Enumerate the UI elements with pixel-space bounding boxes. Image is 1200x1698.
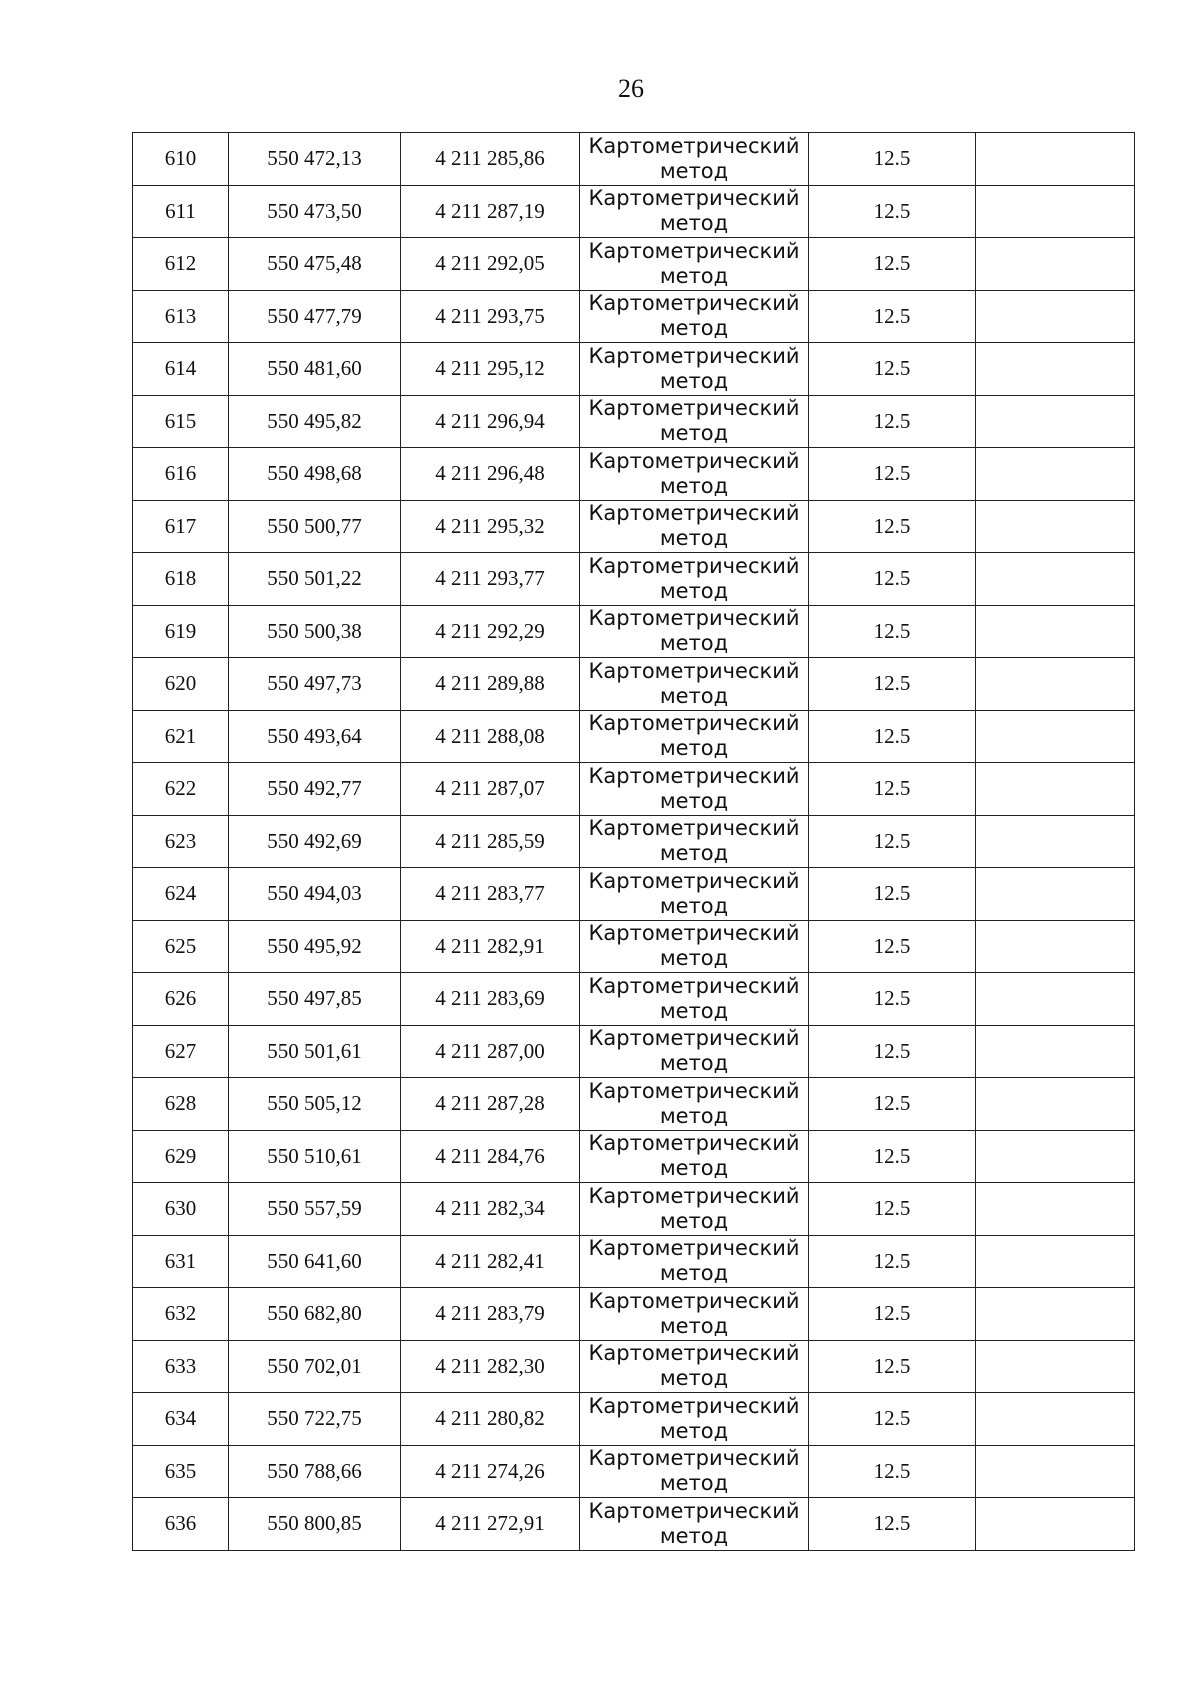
table-row [133, 1130, 1135, 1183]
method-cell: Картометрический метод [580, 868, 809, 921]
note-cell [976, 238, 1135, 291]
y-coordinate-cell: 4 211 296,48 [401, 448, 580, 501]
note-cell [976, 1288, 1135, 1341]
note-cell [976, 1340, 1135, 1393]
table-row [133, 1498, 1135, 1551]
table-row [133, 710, 1135, 763]
point-number-cell: 622 [133, 763, 229, 816]
point-number-cell: 617 [133, 500, 229, 553]
x-coordinate-cell: 550 475,48 [229, 238, 401, 291]
accuracy-cell: 12.5 [809, 395, 976, 448]
x-coordinate-cell: 550 682,80 [229, 1288, 401, 1341]
point-number-cell: 619 [133, 605, 229, 658]
coordinates-table [132, 132, 1135, 1551]
point-number-cell: 627 [133, 1025, 229, 1078]
accuracy-cell: 12.5 [809, 1340, 976, 1393]
x-coordinate-cell: 550 492,69 [229, 815, 401, 868]
accuracy-cell: 12.5 [809, 290, 976, 343]
point-number-cell: 624 [133, 868, 229, 921]
accuracy-cell: 12.5 [809, 500, 976, 553]
table-row [133, 185, 1135, 238]
x-coordinate-cell: 550 492,77 [229, 763, 401, 816]
accuracy-cell: 12.5 [809, 1445, 976, 1498]
table-row [133, 395, 1135, 448]
method-cell: Картометрический метод [580, 343, 809, 396]
y-coordinate-cell: 4 211 274,26 [401, 1445, 580, 1498]
table-row [133, 973, 1135, 1026]
method-cell: Картометрический метод [580, 815, 809, 868]
note-cell [976, 920, 1135, 973]
note-cell [976, 1498, 1135, 1551]
note-cell [976, 185, 1135, 238]
method-cell: Картометрический метод [580, 1498, 809, 1551]
method-cell: Картометрический метод [580, 448, 809, 501]
x-coordinate-cell: 550 641,60 [229, 1235, 401, 1288]
table-row [133, 500, 1135, 553]
x-coordinate-cell: 550 493,64 [229, 710, 401, 763]
table-row [133, 868, 1135, 921]
note-cell [976, 868, 1135, 921]
x-coordinate-cell: 550 498,68 [229, 448, 401, 501]
note-cell [976, 710, 1135, 763]
note-cell [976, 605, 1135, 658]
table-row [133, 763, 1135, 816]
y-coordinate-cell: 4 211 287,07 [401, 763, 580, 816]
point-number-cell: 616 [133, 448, 229, 501]
y-coordinate-cell: 4 211 293,75 [401, 290, 580, 343]
note-cell [976, 290, 1135, 343]
accuracy-cell: 12.5 [809, 868, 976, 921]
method-cell: Картометрический метод [580, 1130, 809, 1183]
y-coordinate-cell: 4 211 288,08 [401, 710, 580, 763]
note-cell [976, 1130, 1135, 1183]
y-coordinate-cell: 4 211 282,34 [401, 1183, 580, 1236]
x-coordinate-cell: 550 501,22 [229, 553, 401, 606]
x-coordinate-cell: 550 481,60 [229, 343, 401, 396]
point-number-cell: 613 [133, 290, 229, 343]
y-coordinate-cell: 4 211 284,76 [401, 1130, 580, 1183]
x-coordinate-cell: 550 497,85 [229, 973, 401, 1026]
method-cell: Картометрический метод [580, 1288, 809, 1341]
note-cell [976, 343, 1135, 396]
note-cell [976, 658, 1135, 711]
y-coordinate-cell: 4 211 285,59 [401, 815, 580, 868]
table-row [133, 658, 1135, 711]
accuracy-cell: 12.5 [809, 1183, 976, 1236]
table-row [133, 1183, 1135, 1236]
table-row [133, 1235, 1135, 1288]
x-coordinate-cell: 550 505,12 [229, 1078, 401, 1131]
table-row [133, 238, 1135, 291]
x-coordinate-cell: 550 788,66 [229, 1445, 401, 1498]
accuracy-cell: 12.5 [809, 1130, 976, 1183]
method-cell: Картометрический метод [580, 1025, 809, 1078]
accuracy-cell: 12.5 [809, 185, 976, 238]
y-coordinate-cell: 4 211 283,77 [401, 868, 580, 921]
x-coordinate-cell: 550 497,73 [229, 658, 401, 711]
accuracy-cell: 12.5 [809, 1288, 976, 1341]
table-row [133, 1078, 1135, 1131]
y-coordinate-cell: 4 211 280,82 [401, 1393, 580, 1446]
table-row [133, 815, 1135, 868]
x-coordinate-cell: 550 501,61 [229, 1025, 401, 1078]
x-coordinate-cell: 550 473,50 [229, 185, 401, 238]
method-cell: Картометрический метод [580, 763, 809, 816]
x-coordinate-cell: 550 472,13 [229, 133, 401, 186]
method-cell: Картометрический метод [580, 973, 809, 1026]
method-cell: Картометрический метод [580, 133, 809, 186]
x-coordinate-cell: 550 500,38 [229, 605, 401, 658]
note-cell [976, 1078, 1135, 1131]
y-coordinate-cell: 4 211 282,41 [401, 1235, 580, 1288]
note-cell [976, 448, 1135, 501]
y-coordinate-cell: 4 211 292,05 [401, 238, 580, 291]
table-row [133, 1288, 1135, 1341]
accuracy-cell: 12.5 [809, 1078, 976, 1131]
point-number-cell: 615 [133, 395, 229, 448]
table-row [133, 1445, 1135, 1498]
y-coordinate-cell: 4 211 289,88 [401, 658, 580, 711]
x-coordinate-cell: 550 510,61 [229, 1130, 401, 1183]
method-cell: Картометрический метод [580, 290, 809, 343]
y-coordinate-cell: 4 211 287,19 [401, 185, 580, 238]
x-coordinate-cell: 550 722,75 [229, 1393, 401, 1446]
note-cell [976, 815, 1135, 868]
point-number-cell: 620 [133, 658, 229, 711]
method-cell: Картометрический метод [580, 1235, 809, 1288]
method-cell: Картометрический метод [580, 920, 809, 973]
accuracy-cell: 12.5 [809, 815, 976, 868]
table-row [133, 1393, 1135, 1446]
point-number-cell: 625 [133, 920, 229, 973]
accuracy-cell: 12.5 [809, 710, 976, 763]
point-number-cell: 632 [133, 1288, 229, 1341]
point-number-cell: 614 [133, 343, 229, 396]
x-coordinate-cell: 550 702,01 [229, 1340, 401, 1393]
y-coordinate-cell: 4 211 285,86 [401, 133, 580, 186]
accuracy-cell: 12.5 [809, 763, 976, 816]
y-coordinate-cell: 4 211 292,29 [401, 605, 580, 658]
accuracy-cell: 12.5 [809, 553, 976, 606]
x-coordinate-cell: 550 500,77 [229, 500, 401, 553]
note-cell [976, 973, 1135, 1026]
page-number: 26 [618, 74, 644, 103]
x-coordinate-cell: 550 557,59 [229, 1183, 401, 1236]
point-number-cell: 611 [133, 185, 229, 238]
table-row [133, 605, 1135, 658]
y-coordinate-cell: 4 211 282,30 [401, 1340, 580, 1393]
y-coordinate-cell: 4 211 293,77 [401, 553, 580, 606]
y-coordinate-cell: 4 211 295,12 [401, 343, 580, 396]
method-cell: Картометрический метод [580, 500, 809, 553]
accuracy-cell: 12.5 [809, 238, 976, 291]
table-row [133, 1340, 1135, 1393]
note-cell [976, 395, 1135, 448]
y-coordinate-cell: 4 211 296,94 [401, 395, 580, 448]
method-cell: Картометрический метод [580, 1183, 809, 1236]
point-number-cell: 633 [133, 1340, 229, 1393]
coordinates-table-body [133, 133, 1135, 1551]
method-cell: Картометрический метод [580, 1078, 809, 1131]
point-number-cell: 634 [133, 1393, 229, 1446]
point-number-cell: 626 [133, 973, 229, 1026]
note-cell [976, 133, 1135, 186]
x-coordinate-cell: 550 477,79 [229, 290, 401, 343]
y-coordinate-cell: 4 211 272,91 [401, 1498, 580, 1551]
point-number-cell: 621 [133, 710, 229, 763]
x-coordinate-cell: 550 800,85 [229, 1498, 401, 1551]
point-number-cell: 636 [133, 1498, 229, 1551]
table-row [133, 553, 1135, 606]
note-cell [976, 1393, 1135, 1446]
accuracy-cell: 12.5 [809, 343, 976, 396]
y-coordinate-cell: 4 211 283,79 [401, 1288, 580, 1341]
table-row [133, 133, 1135, 186]
accuracy-cell: 12.5 [809, 1025, 976, 1078]
accuracy-cell: 12.5 [809, 605, 976, 658]
y-coordinate-cell: 4 211 287,00 [401, 1025, 580, 1078]
method-cell: Картометрический метод [580, 1445, 809, 1498]
table-row [133, 920, 1135, 973]
point-number-cell: 618 [133, 553, 229, 606]
y-coordinate-cell: 4 211 287,28 [401, 1078, 580, 1131]
accuracy-cell: 12.5 [809, 1393, 976, 1446]
table-row [133, 448, 1135, 501]
point-number-cell: 612 [133, 238, 229, 291]
x-coordinate-cell: 550 495,92 [229, 920, 401, 973]
accuracy-cell: 12.5 [809, 448, 976, 501]
accuracy-cell: 12.5 [809, 920, 976, 973]
note-cell [976, 500, 1135, 553]
method-cell: Картометрический метод [580, 395, 809, 448]
note-cell [976, 1025, 1135, 1078]
y-coordinate-cell: 4 211 295,32 [401, 500, 580, 553]
note-cell [976, 1183, 1135, 1236]
method-cell: Картометрический метод [580, 553, 809, 606]
point-number-cell: 610 [133, 133, 229, 186]
note-cell [976, 553, 1135, 606]
accuracy-cell: 12.5 [809, 658, 976, 711]
point-number-cell: 635 [133, 1445, 229, 1498]
table-row [133, 1025, 1135, 1078]
method-cell: Картометрический метод [580, 238, 809, 291]
point-number-cell: 631 [133, 1235, 229, 1288]
note-cell [976, 763, 1135, 816]
accuracy-cell: 12.5 [809, 973, 976, 1026]
method-cell: Картометрический метод [580, 710, 809, 763]
method-cell: Картометрический метод [580, 185, 809, 238]
accuracy-cell: 12.5 [809, 133, 976, 186]
method-cell: Картометрический метод [580, 658, 809, 711]
accuracy-cell: 12.5 [809, 1498, 976, 1551]
accuracy-cell: 12.5 [809, 1235, 976, 1288]
x-coordinate-cell: 550 495,82 [229, 395, 401, 448]
y-coordinate-cell: 4 211 283,69 [401, 973, 580, 1026]
method-cell: Картометрический метод [580, 1340, 809, 1393]
x-coordinate-cell: 550 494,03 [229, 868, 401, 921]
note-cell [976, 1445, 1135, 1498]
note-cell [976, 1235, 1135, 1288]
point-number-cell: 630 [133, 1183, 229, 1236]
method-cell: Картометрический метод [580, 605, 809, 658]
table-row [133, 343, 1135, 396]
point-number-cell: 628 [133, 1078, 229, 1131]
y-coordinate-cell: 4 211 282,91 [401, 920, 580, 973]
method-cell: Картометрический метод [580, 1393, 809, 1446]
point-number-cell: 629 [133, 1130, 229, 1183]
point-number-cell: 623 [133, 815, 229, 868]
table-row [133, 290, 1135, 343]
